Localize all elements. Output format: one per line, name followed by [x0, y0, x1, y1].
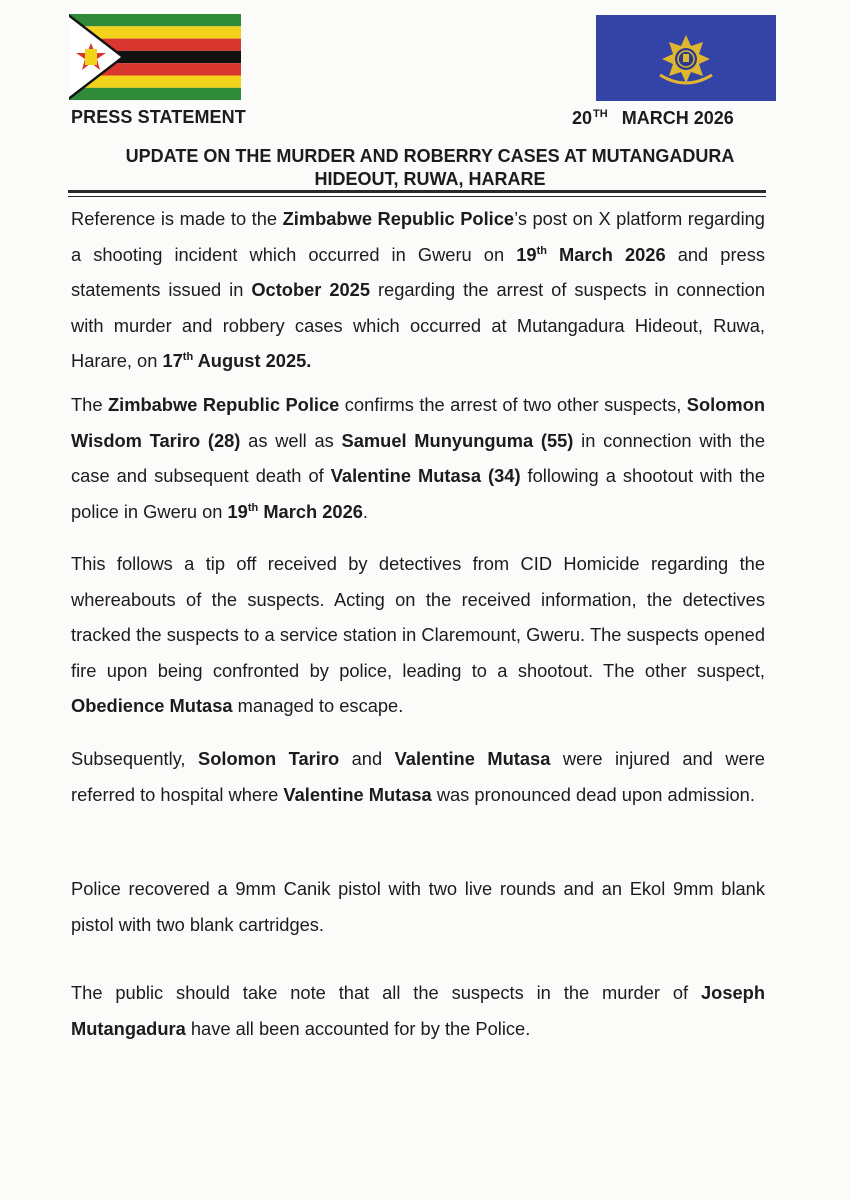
p4-bold-3: Valentine Mutasa [283, 783, 432, 805]
p4-text-1: Subsequently, [71, 748, 198, 769]
p1-bold-2: 19 [516, 243, 537, 265]
p1-text-3: and press statements issued in [71, 243, 766, 300]
p6-text-2: have all been accounted for by the Police. [185, 1017, 531, 1039]
p5-text-1: Police recovered a 9mm Canik pistol with two live rounds and an Ekol 9mm blank pistol with two blank cartridges. [71, 878, 765, 935]
p2-text-4: in connection with the case and subsequent death of [71, 429, 765, 486]
p1-bold-6: August 2025. [193, 350, 312, 371]
p4-bold-1: Solomon Tariro [198, 748, 340, 769]
p2-text-6: . [362, 500, 368, 522]
title-line-2: HIDEOUT, RUWA, HARARE [314, 169, 546, 189]
p2-bold-6: March 2026 [258, 500, 363, 522]
paragraph-reference [71, 201, 765, 379]
p4-text-4: was pronounced dead upon admission. [431, 783, 755, 805]
paragraph-injured [71, 741, 765, 812]
p3-bold-1: Obedience Mutasa [71, 695, 233, 716]
p2-text-3: as well as [240, 429, 342, 451]
paragraph-recovered [71, 871, 765, 942]
p1-bold-4: October 2025 [251, 279, 371, 300]
zimbabwe-flag-icon [69, 14, 241, 100]
p1-bold-3: March 2026 [546, 243, 666, 265]
p1-sup-1: th [536, 244, 547, 257]
paragraph-tipoff [71, 546, 765, 724]
p4-bold-2: Valentine Mutasa [394, 748, 551, 769]
p6-bold-1: Joseph Mutangadura [71, 982, 765, 1039]
title-divider-thick [68, 190, 766, 193]
p1-bold-1: Zimbabwe Republic Police [282, 208, 515, 229]
title-divider-thin [68, 196, 766, 197]
paragraph-conclusion [71, 975, 765, 1046]
p1-text-1: Reference is made to the [71, 208, 283, 229]
date-day: 20 [572, 108, 593, 128]
paragraph-arrest [71, 387, 765, 529]
p2-bold-4: Valentine Mutasa (34) [330, 465, 521, 486]
p4-text-3: were injured and were referred to hospital where [71, 748, 765, 805]
p3-text-1: This follows a tip off received by detectives from CID Homicide regarding the whereabouts of the suspects. Acting on the received information, the detectives tracked the suspects to a service station in Claremount, Gweru. The suspects opened fire upon being confronted by police, leading to a shootout. The other suspect, [71, 553, 765, 681]
p1-text-4: regarding the arrest of suspects in connection with murder and robbery cases which occurred at Mutangadura Hideout, Ruwa, Harare, on [71, 279, 766, 371]
p2-text-1: The [71, 394, 108, 415]
p6-text-1: The public should take note that all the suspects in the murder of [71, 982, 701, 1003]
p2-bold-2: Solomon Wisdom Tariro (28) [71, 394, 765, 451]
p1-bold-5: 17 [162, 350, 183, 371]
p2-bold-3: Samuel Munyunguma (55) [341, 429, 574, 451]
statement-date [572, 108, 734, 129]
p2-text-5: following a shootout with the police in Gweru on [71, 465, 765, 522]
p2-text-2: confirms the arrest of two other suspects, [339, 394, 687, 415]
p2-sup-1: th [247, 501, 259, 514]
date-month-year: MARCH 2026 [621, 108, 734, 128]
statement-title [60, 145, 800, 191]
date-suffix: TH [593, 108, 608, 120]
title-line-1: UPDATE ON THE MURDER AND ROBERRY CASES AT MUTANGADURA [125, 146, 735, 166]
p1-sup-2: th [182, 351, 194, 363]
p2-bold-5: 19 [227, 500, 248, 522]
p1-text-2: ’s post on X platform regarding a shooting incident which occurred in Gweru on [71, 208, 765, 265]
press-statement-label: PRESS STATEMENT [71, 107, 246, 127]
p2-bold-1: Zimbabwe Republic Police [107, 394, 340, 415]
p4-text-2: and [339, 748, 395, 769]
p3-text-2: managed to escape. [232, 695, 404, 716]
zimbabwe-police-flag-icon [596, 15, 776, 101]
